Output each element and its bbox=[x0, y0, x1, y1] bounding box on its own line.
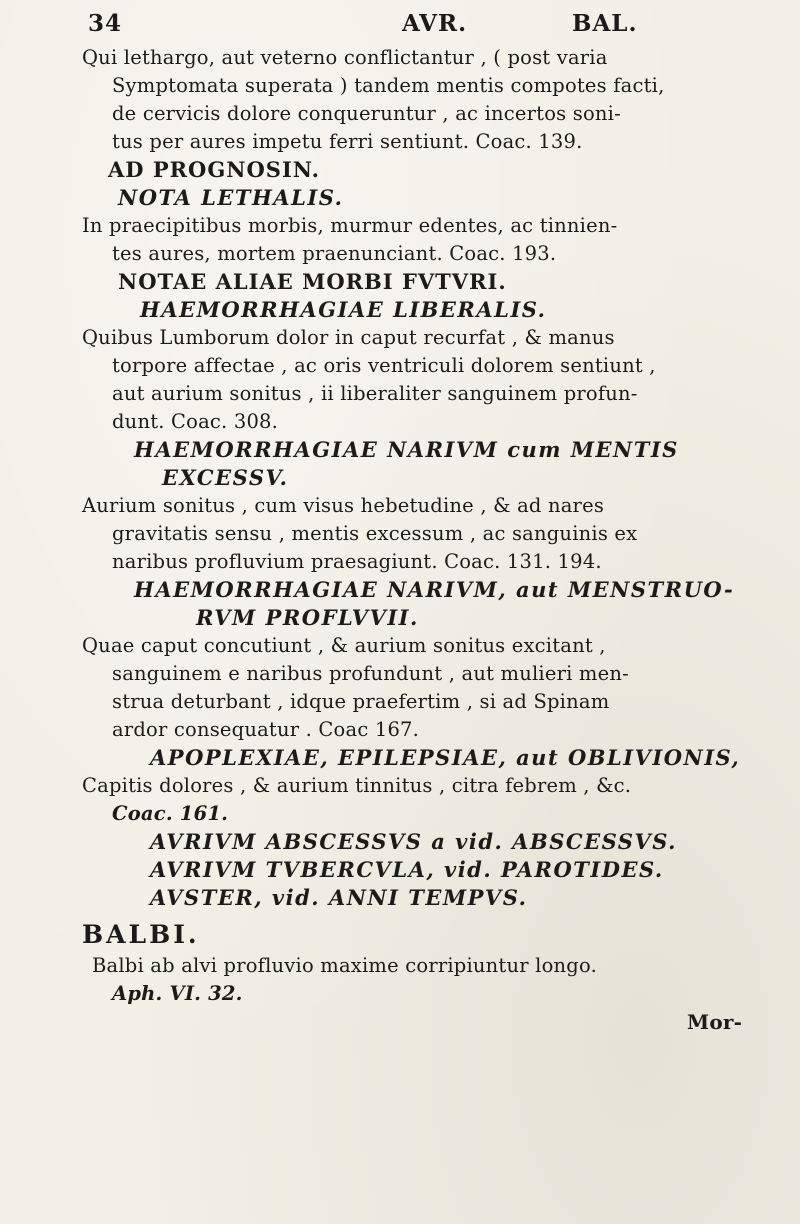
reference-line: Aph. VI. 32. bbox=[112, 982, 243, 1005]
text-line: strua deturbant , idque praefertim , si ad Spinam bbox=[112, 690, 610, 713]
entry-heading: BALBI. bbox=[82, 920, 200, 949]
catchword-line bbox=[0, 1008, 800, 1036]
section-heading: NOTA LETHALIS. bbox=[118, 185, 344, 210]
running-head bbox=[0, 10, 800, 42]
running-title-left: AVR. bbox=[402, 10, 468, 37]
section-heading: EXCESSV. bbox=[162, 465, 289, 490]
cross-reference: AVRIVM ABSCESSVS a vid. ABSCESSVS. bbox=[150, 829, 677, 854]
body-text bbox=[0, 44, 800, 1036]
text-line: Balbi ab alvi profluvio maxime corripiuntur longo. bbox=[92, 954, 597, 977]
section-heading: RVM PROFLVVII. bbox=[196, 605, 419, 630]
text-line: In praecipitibus morbis, murmur edentes, ac tinnien- bbox=[82, 214, 618, 237]
text-line: Symptomata superata ) tandem mentis compotes facti, bbox=[112, 74, 665, 97]
running-title-right: BAL. bbox=[572, 10, 638, 37]
text-line: gravitatis sensu , mentis excessum , ac sanguinis ex bbox=[112, 522, 638, 545]
text-line: torpore affectae , ac oris ventriculi dolorem sentiunt , bbox=[112, 354, 656, 377]
section-heading: HAEMORRHAGIAE LIBERALIS. bbox=[140, 297, 547, 322]
text-line: aut aurium sonitus , ii liberaliter sanguinem profun- bbox=[112, 382, 638, 405]
text-line: de cervicis dolore conqueruntur , ac incertos soni- bbox=[112, 102, 621, 125]
catchword: Mor- bbox=[687, 1010, 743, 1034]
section-heading: HAEMORRHAGIAE NARIVM, aut MENSTRUO- bbox=[134, 577, 735, 602]
text-line: Quibus Lumborum dolor in caput recurfat , & manus bbox=[82, 326, 615, 349]
section-heading: APOPLEXIAE, EPILEPSIAE, aut OBLIVIONIS, bbox=[150, 745, 741, 770]
text-line: Qui lethargo, aut veterno conflictantur , ( post varia bbox=[82, 46, 608, 69]
reference-line: Coac. 161. bbox=[112, 802, 229, 825]
text-line: tes aures, mortem praenunciant. Coac. 193. bbox=[112, 242, 557, 265]
section-heading: HAEMORRHAGIAE NARIVM cum MENTIS bbox=[134, 437, 679, 462]
text-line: ardor consequatur . Coac 167. bbox=[112, 718, 420, 741]
text-line: Capitis dolores , & aurium tinnitus , citra febrem , &c. bbox=[82, 774, 632, 797]
page-number: 34 bbox=[88, 10, 123, 37]
section-heading: AD PROGNOSIN. bbox=[108, 157, 320, 182]
text-line: tus per aures impetu ferri sentiunt. Coac. 139. bbox=[112, 130, 583, 153]
section-heading: NOTAE ALIAE MORBI FVTVRI. bbox=[118, 269, 507, 294]
cross-reference: AVRIVM TVBERCVLA, vid. PAROTIDES. bbox=[150, 857, 664, 882]
text-line: dunt. Coac. 308. bbox=[112, 410, 279, 433]
text-line: Aurium sonitus , cum visus hebetudine , & ad nares bbox=[82, 494, 605, 517]
cross-reference: AVSTER, vid. ANNI TEMPVS. bbox=[150, 885, 528, 910]
text-line: sanguinem e naribus profundunt , aut mulieri men- bbox=[112, 662, 629, 685]
text-line: naribus profluvium praesagiunt. Coac. 131. 194. bbox=[112, 550, 602, 573]
text-line: Quae caput concutiunt , & aurium sonitus excitant , bbox=[82, 634, 606, 657]
